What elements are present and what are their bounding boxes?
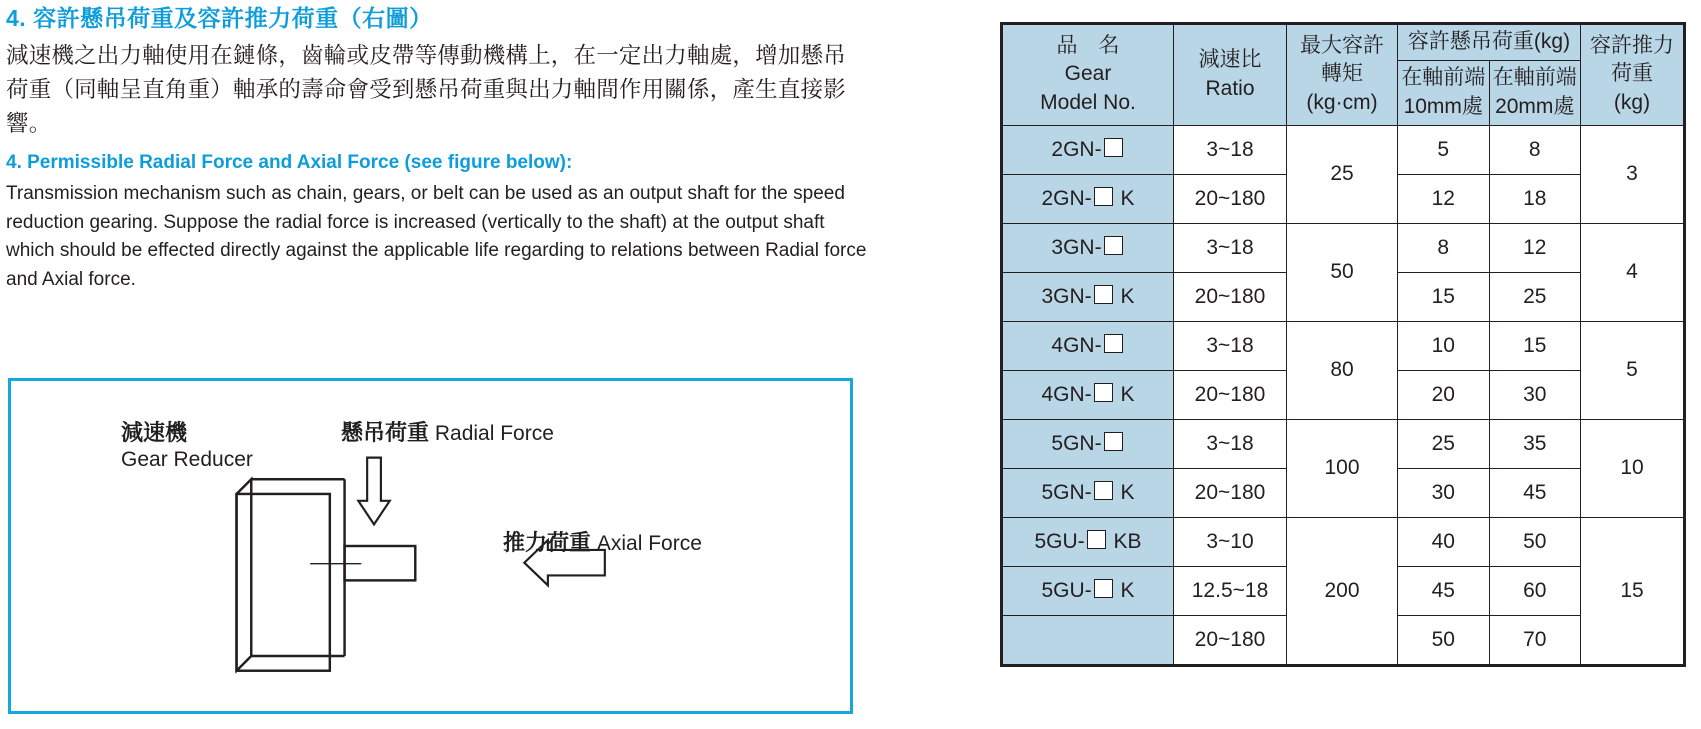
cell-radial-20mm: 45	[1489, 468, 1581, 517]
table-row	[1002, 321, 1685, 370]
cell-model-name	[1002, 125, 1174, 174]
cell-radial-20mm: 15	[1489, 321, 1581, 370]
cell-ratio: 20~180	[1174, 174, 1287, 223]
cell-model-name	[1002, 517, 1174, 566]
header-radial-10mm-l1: 在軸前端	[1401, 65, 1486, 89]
cell-ratio: 3~18	[1174, 321, 1287, 370]
model-prefix: 4GN-	[1051, 333, 1102, 357]
cell-model-name	[1002, 223, 1174, 272]
model-prefix: 2GN-	[1041, 186, 1092, 210]
figure-label-gear-reducer-cn: 減速機	[121, 420, 188, 445]
figure-label-gear-reducer	[121, 419, 253, 473]
cell-model-name	[1002, 174, 1174, 223]
section-heading-english: 4. Permissible Radial Force and Axial Force (see figure below):	[6, 152, 573, 174]
cell-radial-10mm: 45	[1398, 566, 1490, 615]
cell-model-name	[1002, 272, 1174, 321]
cell-radial-20mm: 50	[1489, 517, 1581, 566]
header-ratio-l1: 減速比	[1198, 47, 1262, 71]
placeholder-square-icon	[1104, 138, 1123, 157]
cell-radial-20mm: 60	[1489, 566, 1581, 615]
placeholder-square-icon	[1094, 481, 1113, 500]
header-model-name-l1: 品 名	[1056, 33, 1120, 57]
cell-model-name	[1002, 419, 1174, 468]
cell-radial-10mm: 5	[1398, 125, 1490, 174]
cell-model-name	[1002, 468, 1174, 517]
cell-ratio: 20~180	[1174, 468, 1287, 517]
cell-radial-10mm: 30	[1398, 468, 1490, 517]
cell-radial-20mm: 70	[1489, 615, 1581, 665]
header-axial-force	[1581, 24, 1685, 126]
model-prefix: 3GN-	[1041, 284, 1092, 308]
model-suffix: K	[1114, 382, 1135, 406]
table-header	[1002, 24, 1685, 126]
model-prefix: 4GN-	[1041, 382, 1092, 406]
cell-radial-10mm: 50	[1398, 615, 1490, 665]
cell-axial-force: 5	[1581, 321, 1685, 419]
table-row	[1002, 223, 1685, 272]
header-model-name-l2: Gear	[1064, 62, 1112, 86]
model-suffix: K	[1114, 186, 1135, 210]
header-ratio	[1174, 24, 1287, 126]
header-max-torque-l3: (kg·cm)	[1306, 91, 1378, 115]
section-heading-chinese: 4. 容許懸吊荷重及容許推力荷重（右圖）	[6, 5, 433, 31]
placeholder-square-icon	[1087, 530, 1106, 549]
header-radial-20mm-l2: 20mm處	[1495, 94, 1575, 118]
cell-ratio: 20~180	[1174, 272, 1287, 321]
figure-label-radial-force	[341, 419, 554, 447]
cell-max-torque: 200	[1287, 517, 1398, 665]
cell-radial-10mm: 15	[1398, 272, 1490, 321]
cell-radial-10mm: 20	[1398, 370, 1490, 419]
cell-axial-force: 4	[1581, 223, 1685, 321]
placeholder-square-icon	[1094, 579, 1113, 598]
section-body-chinese: 減速機之出力軸使用在鏈條，齒輪或皮帶等傳動機構上，在一定出力軸處，增加懸吊荷重（同軸呈直角重）軸承的壽命會受到懸吊荷重與出力軸間作用關係，產生直接影響。	[6, 42, 846, 137]
figure-label-radial-force-cn: 懸吊荷重	[341, 420, 430, 445]
figure-label-gear-reducer-en: Gear Reducer	[121, 447, 253, 471]
figure-label-radial-force-en: Radial Force	[434, 422, 554, 445]
header-radial-group: 容許懸吊荷重(kg)	[1398, 24, 1581, 61]
header-max-torque	[1287, 24, 1398, 126]
placeholder-square-icon	[1094, 383, 1113, 402]
header-axial-force-l1: 容許推力	[1590, 33, 1674, 57]
model-prefix: 5GU-	[1041, 578, 1092, 602]
header-axial-force-l3: (kg)	[1613, 91, 1651, 115]
placeholder-square-icon	[1104, 432, 1123, 451]
cell-ratio: 3~18	[1174, 223, 1287, 272]
cell-max-torque: 50	[1287, 223, 1398, 321]
cell-ratio: 20~180	[1174, 615, 1287, 665]
cell-radial-20mm: 30	[1489, 370, 1581, 419]
header-radial-20mm	[1489, 60, 1581, 125]
table-row	[1002, 125, 1685, 174]
cell-radial-10mm: 12	[1398, 174, 1490, 223]
cell-model-name	[1002, 615, 1174, 665]
cell-radial-10mm: 8	[1398, 223, 1490, 272]
cell-radial-20mm: 35	[1489, 419, 1581, 468]
permissible-force-table	[1000, 22, 1686, 667]
model-suffix: KB	[1107, 529, 1142, 553]
cell-axial-force: 15	[1581, 517, 1685, 665]
model-prefix: 2GN-	[1051, 137, 1102, 161]
model-prefix: 5GU-	[1034, 529, 1085, 553]
figure-panel	[8, 378, 853, 714]
cell-axial-force: 10	[1581, 419, 1685, 517]
cell-ratio: 3~10	[1174, 517, 1287, 566]
model-prefix: 3GN-	[1051, 235, 1102, 259]
cell-radial-10mm: 25	[1398, 419, 1490, 468]
cell-ratio: 20~180	[1174, 370, 1287, 419]
model-suffix: K	[1114, 480, 1135, 504]
cell-axial-force: 3	[1581, 125, 1685, 223]
table-header-row-1	[1002, 24, 1685, 61]
model-suffix: K	[1114, 284, 1135, 308]
model-prefix: 5GN-	[1041, 480, 1092, 504]
header-ratio-l2: Ratio	[1205, 76, 1255, 100]
cell-radial-20mm: 25	[1489, 272, 1581, 321]
cell-model-name	[1002, 370, 1174, 419]
placeholder-square-icon	[1094, 187, 1113, 206]
cell-max-torque: 80	[1287, 321, 1398, 419]
placeholder-square-icon	[1104, 334, 1123, 353]
model-prefix: 5GN-	[1051, 431, 1102, 455]
placeholder-square-icon	[1094, 285, 1113, 304]
cell-radial-10mm: 40	[1398, 517, 1490, 566]
cell-radial-20mm: 8	[1489, 125, 1581, 174]
section-body-english: Transmission mechanism such as chain, gears, or belt can be used as an output shaft for the speed reduction gearing. Suppose the radial force is increased (vertically to the shaft) at the output shaft which should be effected directly against the applicable life regarding to relations between Radial force and Axial force.	[6, 183, 867, 290]
cell-radial-10mm: 10	[1398, 321, 1490, 370]
cell-max-torque: 100	[1287, 419, 1398, 517]
cell-ratio: 3~18	[1174, 125, 1287, 174]
figure-label-axial-force	[503, 529, 702, 557]
cell-radial-20mm: 18	[1489, 174, 1581, 223]
model-suffix: K	[1114, 578, 1135, 602]
table-row	[1002, 419, 1685, 468]
cell-ratio: 3~18	[1174, 419, 1287, 468]
header-max-torque-l2: 轉矩	[1321, 62, 1363, 86]
figure-label-axial-force-en: Axial Force	[596, 532, 702, 555]
cell-radial-20mm: 12	[1489, 223, 1581, 272]
header-radial-20mm-l1: 在軸前端	[1492, 65, 1577, 89]
cell-ratio: 12.5~18	[1174, 566, 1287, 615]
header-radial-10mm	[1398, 60, 1490, 125]
header-axial-force-l2: 荷重	[1611, 62, 1653, 86]
cell-model-name	[1002, 321, 1174, 370]
spec-table-wrapper	[1000, 22, 1690, 667]
table-body	[1002, 125, 1685, 665]
figure-label-axial-force-cn: 推力荷重	[503, 530, 592, 555]
header-radial-10mm-l2: 10mm處	[1403, 94, 1483, 118]
placeholder-square-icon	[1104, 236, 1123, 255]
cell-max-torque: 25	[1287, 125, 1398, 223]
header-model-name-l3: Model No.	[1040, 91, 1136, 115]
header-max-torque-l1: 最大容許	[1300, 33, 1384, 57]
table-row	[1002, 517, 1685, 566]
header-model-name	[1002, 24, 1174, 126]
cell-model-name	[1002, 566, 1174, 615]
